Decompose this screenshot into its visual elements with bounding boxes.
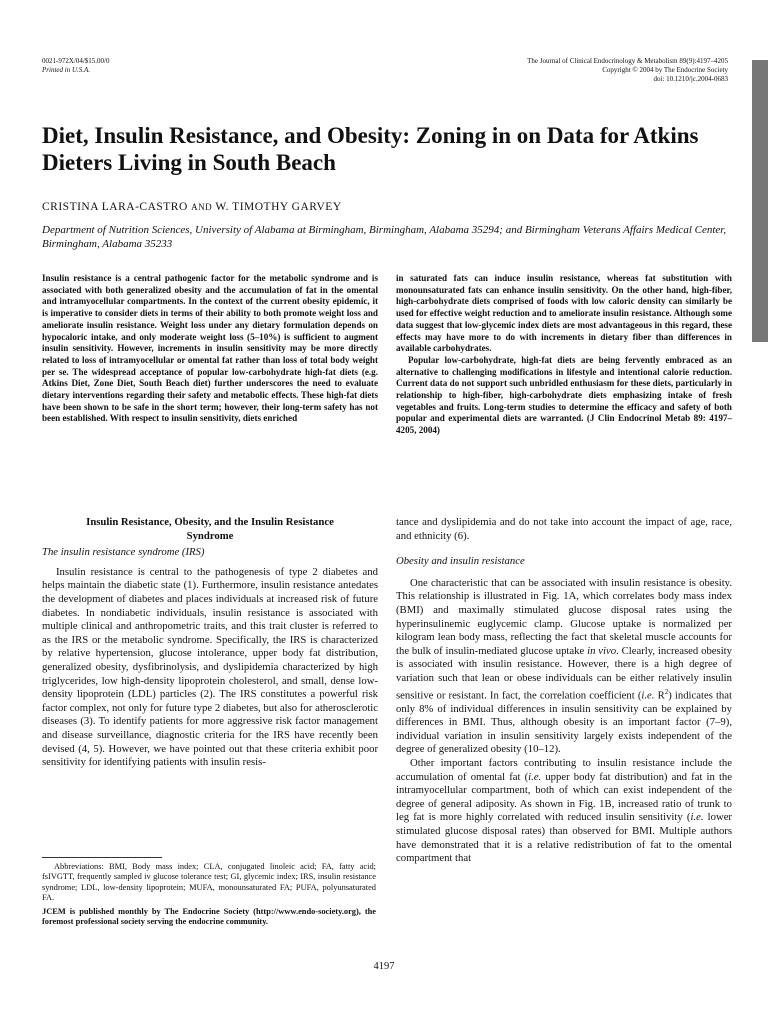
- subsection-heading-obesity: Obesity and insulin resistance: [396, 555, 525, 568]
- subsection-heading-irs: The insulin resistance syndrome (IRS): [42, 546, 205, 559]
- footnote: [42, 862, 376, 927]
- footnote-divider: [42, 857, 162, 858]
- section-tab-marker: [752, 60, 768, 342]
- printed-in: Printed in U.S.A.: [42, 66, 91, 74]
- abstract-paragraph-2: in saturated fats can induce insulin resistance, whereas fat substitution with monounsaturated fats can enhance insulin sensitivity. On the other hand, high-fiber, high-carbohydrate diets comprised of foods with low caloric density can similarly be used for effective weight reduction and to ameliorate insulin resistance. Although some data suggest that low-glycemic index diets are most advantageous in this regard, these effects may have more to do with increments in dietary fiber than differences in available carbohydrates.: [396, 273, 732, 354]
- issn: 0021-972X/04/$15.00/0: [42, 57, 110, 65]
- doi: doi: 10.1210/jc.2004-0683: [653, 75, 728, 83]
- abstract-paragraph-1: Insulin resistance is a central pathogenic factor for the metabolic syndrome and is associated with both generalized obesity and the accumulation of fat in the omental and intramyocellular compartments. In the context of the current obesity epidemic, it is imperative to consider diets in terms of their ability to both promote weight loss and ameliorate insulin resistance. Weight loss under any dietary formulation depends on hypocaloric intake, and only moderate weight loss (5–10%) is sufficient to augment insulin sensitivity. However, increments in insulin sensitivity may be more directly related to loss of intramyocellular or omental fat rather than loss of total body weight per se. The widespread acceptance of popular low-carbohydrate high-fat diets (e.g. Atkins Diet, Zone Diet, South Beach diet) further underscores the need to evaluate dietary interventions regarding their safety and metabolic effects. These high-fat diets have been shown to be safe in the short term; however, their long-term safety has not been established. With respect to insulin sensitivity, diets enriched: [42, 273, 378, 424]
- copyright: Copyright © 2004 by The Endocrine Society: [602, 66, 728, 74]
- section-heading: Insulin Resistance, Obesity, and the Insulin Resistance Syndrome: [86, 516, 334, 542]
- affiliation: Department of Nutrition Sciences, University of Alabama at Birmingham, Birmingham, Alabama 35294; and Birmingham Veterans Affairs Medical Center, Birmingham, Alabama 35233: [42, 224, 727, 250]
- article-title: Diet, Insulin Resistance, and Obesity: Zoning in on Data for Atkins Dieters Living in South Beach: [42, 123, 699, 175]
- author-conjunction: AND: [191, 202, 213, 212]
- body-paragraph-irs: Insulin resistance is central to the pathogenesis of type 2 diabetes and helps maintain the diabetic state (1). Furthermore, insulin resistance antedates the development of diabetes and places individuals at increased risk of future diabetes. In nondiabetic individuals, insulin resistance is associated with multiple clinical and anthropometric traits, and this trait cluster is referred to as the IRS or the metabolic syndrome. Specifically, the IRS is characterized by relative hypertension, glucose intolerance, upper body fat distribution, generalized obesity, dysfibrinolysis, and dyslipidemia characterized by high triglycerides, low high-density lipoprotein cholesterol, and small, dense low-density lipoprotein (LDL) particles (2). The IRS constitutes a powerful risk factor complex, not only for future type 2 diabetes, but also for atherosclerotic diseases (3). To identify patients for more aggressive risk factor management and disease surveillance, diagnostic criteria for the IRS have recently been devised (4, 5). However, we have pointed out that these criteria exhibit poor sensitivity for identifying patients with insulin resis-: [42, 565, 378, 769]
- page-number: 4197: [373, 961, 395, 972]
- abstract-right: [396, 273, 732, 437]
- body-paragraph-obesity-1: One characteristic that can be associated with insulin resistance is obesity. This relationship is illustrated in Fig. 1A, which correlates body mass index (BMI) and maximally stimulated glucose disposal rates using the hyperinsulinemic euglycemic clamp. Glucose uptake is normalized per kilogram lean body mass, reflecting the fact that skeletal muscle accounts for the bulk of insulin-mediated glucose uptake in vivo. Clearly, increased obesity is associated with insulin resistance. However, there is a high degree of variation such that lean or obese individuals can be either relatively insulin sensitive or resistant. In fact, the correlation coefficient (i.e. $R^2$) indicates that only 8% of individual differences in insulin sensitivity can be explained by differences in BMI. Thus, although obesity is an important factor (7–9), individual variation in insulin sensitivity largely exists independent of the degree of generalized obesity (10–12).: [396, 576, 732, 756]
- continued-paragraph: tance and dyslipidemia and do not take into account the impact of age, race, and ethnicity (6).: [396, 516, 732, 542]
- abstract-paragraph-3: Popular low-carbohydrate, high-fat diets are being fervently embraced as an alternative to challenging modifications in lifestyle and intentional calorie reduction. Current data do not support such unbridled enthusiasm for these diets, particularly in relationship to high-fiber, high-carbohydrate diets emphasizing intake of fresh vegetables and fruits. Long-term studies to determine the efficacy and safety of both popular and experimental diets are warranted. (J Clin Endocrinol Metab 89: 4197–4205, 2004): [396, 354, 732, 436]
- authors: [42, 201, 342, 213]
- journal-citation: The Journal of Clinical Endocrinology & Metabolism 89(9):4197–4205: [527, 57, 728, 65]
- abbreviations-footnote: Abbreviations: BMI, Body mass index; CLA, conjugated linoleic acid; FA, fatty acid; fsIVGTT, frequently sampled iv glucose tolerance test; GI, glycemic index; IRS, insulin resistance syndrome; LDL, low-density lipoprotein; MUFA, monounsaturated FA; PUFA, polyunsaturated FA.: [42, 862, 376, 903]
- author-1: CRISTINA LARA-CASTRO: [42, 201, 188, 213]
- header-left: [42, 57, 109, 75]
- left-column: [42, 516, 378, 770]
- right-column: [396, 516, 732, 866]
- author-2: W. TIMOTHY GARVEY: [215, 201, 342, 213]
- header-right: [527, 57, 728, 84]
- body-paragraph-obesity-2: Other important factors contributing to insulin resistance include the accumulation of omental fat (i.e. upper body fat distribution) and fat in the intramyocellular compartment, both of which can exist independent of the degree of general adiposity. As shown in Fig. 1B, increased ratio of trunk to leg fat is more highly correlated with reduced insulin sensitivity (i.e. lower stimulated glucose disposal rates) than observed for BMI. Multiple authors have demonstrated that it is a relative redistribution of fat to the omental compartment that: [396, 757, 732, 865]
- journal-footnote: JCEM is published monthly by The Endocrine Society (http://www.endo-society.org), the foremost professional society serving the endocrine community.: [42, 906, 376, 927]
- abstract-left: [42, 273, 378, 425]
